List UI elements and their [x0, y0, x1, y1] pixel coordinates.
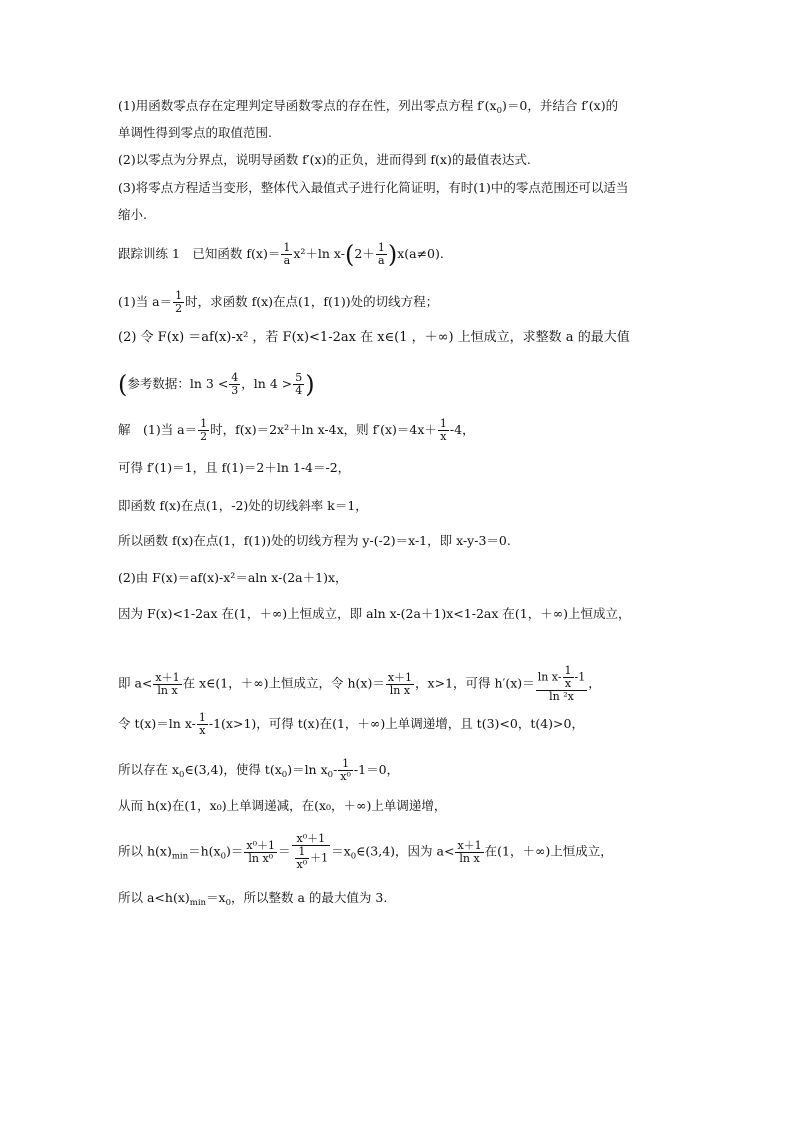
denominator: 4 [295, 384, 303, 397]
denominator [292, 846, 331, 871]
numerator: 1 [198, 711, 206, 724]
denominator: 3 [231, 384, 239, 397]
text: 2＋ [354, 246, 375, 261]
solution-line-8 [118, 712, 584, 737]
denominator: a [283, 254, 291, 267]
fraction [386, 672, 414, 697]
text: ∈(3,4)，使得 t(x [184, 762, 282, 777]
text: (1)用函数零点存在定理判定导函数零点的存在性，列出零点方程 f′(x [118, 98, 497, 113]
method-line-4: (3)将零点方程适当变形，整体代入最值式子进行化简证明，有时(1)中的零点范围还可以适当 [118, 180, 629, 195]
method-line-1 [118, 98, 618, 119]
text: -1(x>1)，可得 t(x)在(1，＋∞)上单调递增，且 t(3)<0，t(4)>0， [208, 716, 584, 731]
subscript: min [171, 851, 189, 862]
subscript: 0 [350, 851, 357, 862]
fraction-derivative [536, 665, 588, 703]
text: 令 t(x)＝ln x- [118, 716, 196, 731]
text: (1)当 a＝ [118, 294, 173, 309]
denominator: x⁰ [340, 770, 351, 783]
text: - [333, 762, 338, 777]
numerator: 1 [564, 664, 572, 677]
text: ＝x [331, 843, 351, 859]
method-line-3: (2)以零点为分界点，说明导函数 f′(x)的正负，进而得到 f(x)的最值表达式. [118, 152, 531, 167]
numerator: 1 [175, 289, 183, 302]
text: x(a≠0). [397, 246, 444, 261]
denominator: ln ²x [549, 690, 574, 703]
fraction [293, 372, 304, 397]
question-1 [118, 290, 438, 315]
subscript: 0 [496, 106, 502, 116]
text: ∈(3,4)，因为 a< [356, 843, 455, 859]
method-line-2: 单调性得到零点的取值范围. [118, 125, 272, 140]
solution-line-2: 可得 f′(1)＝1，且 f(1)＝2＋ln 1-4＝-2， [118, 460, 351, 475]
text: ，x>1，可得 h′(x)＝ [415, 675, 535, 691]
text: 所以存在 x [118, 762, 180, 777]
text: 即 a< [118, 675, 153, 691]
solution-line-1 [118, 418, 475, 443]
subscript: 0 [225, 898, 232, 908]
text: -1＝0， [353, 762, 400, 777]
text: ，ln 4 > [241, 376, 293, 391]
fraction [198, 418, 209, 443]
denominator: x [440, 430, 447, 443]
denominator: ln x [389, 683, 411, 697]
text: 在(1，＋∞)上恒成立， [484, 843, 613, 859]
numerator: 1 [439, 417, 447, 430]
text: ＋1 [310, 851, 329, 865]
text: 参考数据：ln 3 < [127, 376, 229, 391]
reference-data [118, 372, 315, 397]
text: ln x- [537, 670, 562, 684]
text: 跟踪训练 1 已知函数 f(x)＝ [118, 246, 281, 261]
fraction [244, 840, 277, 865]
text: 所以 h(x) [118, 843, 172, 859]
text: )＝0，并结合 f′(x)的 [502, 98, 619, 113]
fraction [455, 840, 483, 865]
denominator: ln x⁰ [248, 851, 274, 865]
method-line-5: 缩小. [118, 207, 147, 222]
paren: ) [387, 240, 398, 269]
text: 所以 a<h(x) [118, 890, 190, 905]
solution-line-7 [118, 665, 601, 703]
text: ， [588, 675, 601, 691]
fraction [153, 672, 181, 697]
fraction [197, 712, 208, 737]
fraction [338, 758, 353, 783]
numerator: 1 [377, 241, 385, 254]
numerator: x＋1 [155, 670, 180, 684]
numerator: 1 [295, 846, 310, 859]
denominator: x [199, 724, 206, 737]
fraction [438, 418, 449, 443]
solution-line-3: 即函数 f(x)在点(1，-2)处的切线斜率 k＝1， [118, 498, 368, 513]
solution-line-12 [118, 890, 387, 911]
denominator: ln x [459, 851, 480, 865]
subscript: 0 [327, 770, 334, 780]
solution-line-10: 从而 h(x)在(1，x₀)上单调递减，在(x₀，＋∞)上单调递增， [118, 798, 447, 813]
numerator: 1 [338, 758, 353, 771]
numerator [536, 665, 588, 691]
denominator: x⁰ [296, 858, 308, 871]
denominator: 2 [200, 430, 208, 443]
text: ＝h(x [188, 843, 221, 859]
numerator: 1 [283, 241, 291, 254]
subscript: 0 [220, 851, 226, 862]
text: 时，求函数 f(x)在点(1，f(1))处的切线方程； [185, 294, 439, 309]
numerator: x＋1 [457, 838, 482, 852]
numerator: 1 [200, 417, 208, 430]
text: -1 [574, 670, 586, 684]
text: ＝x [206, 890, 226, 905]
denominator: x [564, 677, 572, 690]
solution-line-11: 所以 $h(x)_{min}=h(x_0)=$ $\frac{\text{x⁰＋1}}{\text{ln x⁰}}$ ＝ x⁰＋1 $\frac{1}{\text{x⁰}}$ ＋1 $=x_0\in(3,4)$，因为 a< $\frac{x+1}{\text{ln x}}$ 在(1，＋∞)上恒成立， [118, 832, 613, 871]
fraction [563, 665, 574, 690]
solution-line-9 [118, 758, 399, 783]
fraction-nested [292, 833, 331, 871]
paren: ( [344, 240, 355, 269]
denominator: 2 [175, 302, 183, 315]
fraction [173, 290, 184, 315]
text: ) [226, 843, 231, 859]
text: 解 (1)当 a＝ [118, 422, 198, 437]
text: )＝ln x [287, 762, 328, 777]
text: 时，f(x)＝2x²＋ln x-4x，则 f′(x)＝4x＋ [210, 422, 437, 437]
denominator: a [378, 254, 385, 267]
numerator: x⁰＋1 [246, 838, 276, 852]
fraction [295, 846, 310, 871]
text: x²＋ln x- [293, 246, 345, 261]
subscript: 0 [281, 770, 288, 780]
numerator: x⁰＋1 [292, 833, 331, 846]
subscript: 0 [179, 770, 185, 780]
fraction [229, 372, 240, 397]
fraction [281, 242, 292, 267]
fraction [376, 242, 387, 267]
text: ，所以整数 a 的最大值为 3. [231, 890, 388, 905]
numerator: x＋1 [387, 670, 413, 684]
text: 在 x∈(1，＋∞)上恒成立，令 h(x)＝ [182, 675, 385, 691]
subscript: min [189, 898, 207, 908]
solution-line-6: 因为 F(x)<1-2ax 在(1，＋∞)上恒成立，即 aln x-(2a＋1)x<1-2ax 在(1，＋∞)上恒成立， [118, 606, 631, 621]
solution-line-5: (2)由 F(x)＝af(x)-x²＝aln x-(2a＋1)x， [118, 570, 348, 585]
question-2: (2) 令 F(x) ＝af(x)-x² ，若 F(x)<1-2ax 在 x∈(1 ，＋∞) 上恒成立，求整数 a 的最大值 [118, 330, 630, 345]
problem-heading [118, 242, 444, 267]
numerator: 4 [231, 371, 239, 384]
numerator: 5 [295, 371, 303, 384]
paren: ) [305, 370, 315, 399]
denominator: ln x [157, 683, 178, 697]
paren: ( [118, 370, 128, 399]
text: -4， [449, 422, 475, 437]
solution-line-4: 所以函数 f(x)在点(1，f(1))处的切线方程为 y-(-2)＝x-1，即 x-y-3＝0. [118, 533, 511, 548]
